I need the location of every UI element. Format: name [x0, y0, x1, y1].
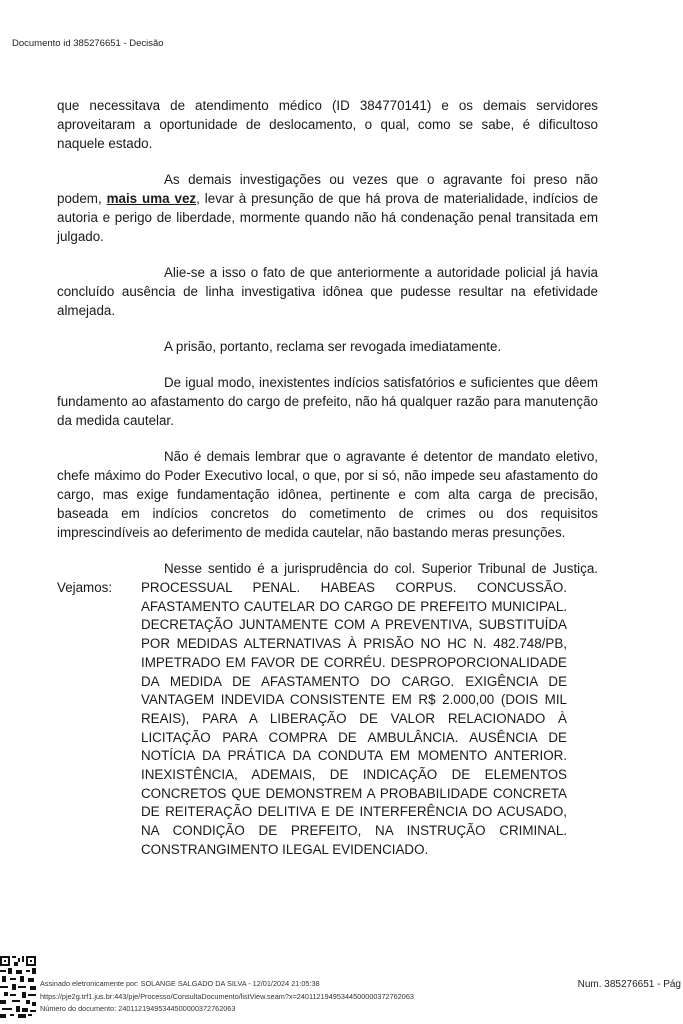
- signed-by: Assinado eletronicamente por: SOLANGE SALGADO DA SILVA - 12/01/2024 21:05:38: [40, 979, 320, 988]
- paragraph-2: [57, 170, 598, 246]
- paragraph-2-start: As demais investigações ou vezes que o agravante foi preso não podem,: [57, 172, 598, 206]
- signature-footer: [0, 950, 683, 1024]
- paragraph-5: De igual modo, inexistentes indícios satisfatórios e suficientes que dêem fundamento ao afastamento do cargo de prefeito, não há qualquer razão para manutenção da medida cautelar.: [57, 375, 598, 428]
- document-body: [57, 96, 598, 614]
- page-reference: Num. 385276651 - Pág: [577, 979, 681, 990]
- paragraph-2-end: , levar à presunção de que há prova de materialidade, indícios de autoria e perigo de liberdade, mormente quando não há condenação penal transitada em julgado.: [57, 191, 599, 244]
- paragraph-7: Nesse sentido é a jurisprudência do col. Superior Tribunal de Justiça. Vejamos:: [57, 561, 598, 595]
- paragraph-4: A prisão, portanto, reclama ser revogada imediatamente.: [164, 339, 502, 354]
- document-title: Documento id 385276651 - Decisão: [12, 38, 164, 49]
- emphasis-text: mais uma vez: [106, 191, 197, 206]
- jurisprudence-quote: PROCESSUAL PENAL. HABEAS CORPUS. CONCUSSÃO. AFASTAMENTO CAUTELAR DO CARGO DE PREFEITO MUNICIPAL. DECRETAÇÃO JUNTAMENTE COM A PREVENTIVA, SUBSTITUÍDA POR MEDIDAS ALTERNATIVAS À PRISÃO NO HC N. 482.748/PB, IMPETRADO EM FAVOR DE CORRÉU. DESPROPORCIONALIDADE DA MEDIDA DE AFASTAMENTO DO CARGO. EXIGÊNCIA DE VANTAGEM INDEVIDA CONSISTENTE EM R$ 2.000,00 (DOIS MIL REAIS), PARA A LIBERAÇÃO DE VALOR RELACIONADO À LICITAÇÃO PARA COMPRA DE AMBULÂNCIA. AUSÊNCIA DE NOTÍCIA DA PRÁTICA DA CONDUTA EM MOMENTO ANTERIOR. INEXISTÊNCIA, ADEMAIS, DE INDICAÇÃO DE ELEMENTOS CONCRETOS QUE DEMONSTREM A PROBABILIDADE CONCRETA DE REITERAÇÃO DELITIVA E DE INTERFERÊNCIA DO ACUSADO, NA CONDIÇÃO DE PREFEITO, NA INSTRUÇÃO CRIMINAL. CONSTRANGIMENTO ILEGAL EVIDENCIADO.: [141, 580, 567, 857]
- paragraph-6: Não é demais lembrar que o agravante é detentor de mandato eletivo, chefe máximo do Poder Executivo local, o que, por si só, não impede seu afastamento do cargo, mas exige fundamentação idônea, pertinente e com alta carga de precisão, baseada em indícios concretos do cometimento de crimes ou dos requisitos imprescindíveis ao deferimento de medida cautelar, não bastando meras presunções.: [57, 449, 598, 540]
- document-url[interactable]: https://pje2g.trf1.jus.br:443/pje/Processo/ConsultaDocumento/listView.seam?x=24011219495344500000372762063: [40, 991, 414, 1001]
- paragraph-1: que necessitava de atendimento médico (ID 384770141) e os demais servidores aproveitaram a oportunidade de deslocamento, o qual, como se sabe, é dificultoso naquele estado.: [57, 98, 598, 151]
- document-number: Número do documento: 24011219495344500000372762063: [40, 1004, 236, 1013]
- paragraph-3: Alie-se a isso o fato de que anteriormente a autoridade policial já havia concluído ausência de linha investigativa idônea que pudesse resultar na efetividade almejada.: [57, 265, 598, 318]
- signature-info: [40, 978, 414, 1016]
- qr-code-icon: [0, 954, 38, 1018]
